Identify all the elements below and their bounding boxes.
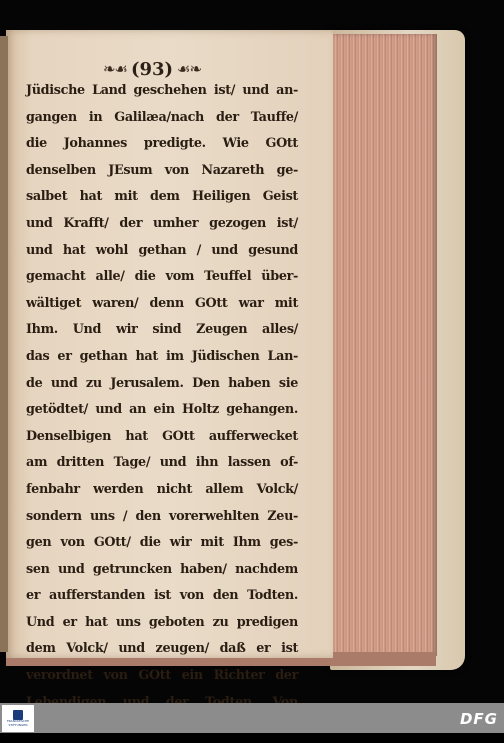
text-line: und Krafft/ der umher gezogen ist/ [26,215,298,231]
text-line: Ihm. Und wir sind Zeugen alles/ [26,322,298,338]
text-line: er aufferstanden ist von den Todten. [26,588,298,604]
text-line: am dritten Tage/ und ihn lassen of- [26,455,298,471]
text-line: salbet hat mit dem Heiligen Geist [26,189,298,205]
text-line: de und zu Jerusalem. Den haben sie [26,375,298,391]
text-line: die Johannes predigte. Wie GOtt [26,136,298,152]
page-text [26,78,298,743]
text-line: wältiget waren/ denn GOtt war mit [26,295,298,311]
binding-strip [0,36,8,652]
text-line: Und er hat uns geboten zu predigen [26,614,298,630]
text-line: gangen in Galilæa/nach der Tauffe/ [26,109,298,125]
ornament-right-icon: ☙❧ [177,60,202,78]
page-header [92,58,212,80]
logo-caption-1: FRANCKESCHE [6,719,30,723]
text-line: dem Volck/ und zeugen/ daß er ist [26,641,298,657]
text-line: das er gethan hat im Jüdischen Lan- [26,348,298,364]
text-line: gemacht alle/ die vom Teuffel über- [26,269,298,285]
text-line: und hat wohl gethan / und gesund [26,242,298,258]
text-line: denselben JEsum von Nazareth ge- [26,162,298,178]
dfg-logo[interactable]: DFG [459,710,498,728]
text-line: sondern uns / den vorerwehlten Zeu- [26,508,298,524]
text-line: Denselbigen hat GOtt aufferwecket [26,428,298,444]
text-line: gen von GOtt/ die wir mit Ihm ges- [26,535,298,551]
logo-caption-2: STIFTUNGEN [8,722,28,727]
text-line: getödtet/ und an ein Holtz gehangen. [26,402,298,418]
ornament-left-icon: ❧☙ [102,60,127,78]
viewer-footer [0,703,504,733]
page-number: (93) [130,58,174,80]
text-line: Jüdische Land geschehen ist/ und an- [26,83,298,98]
page-edges [331,34,437,656]
text-line: sen und getruncken haben/ nachdem [26,561,298,577]
text-line: fenbahr werden nicht allem Volck/ [26,481,298,497]
text-line: verordnet von GOtt ein Richter der [26,668,298,684]
institution-logo[interactable] [2,705,34,732]
